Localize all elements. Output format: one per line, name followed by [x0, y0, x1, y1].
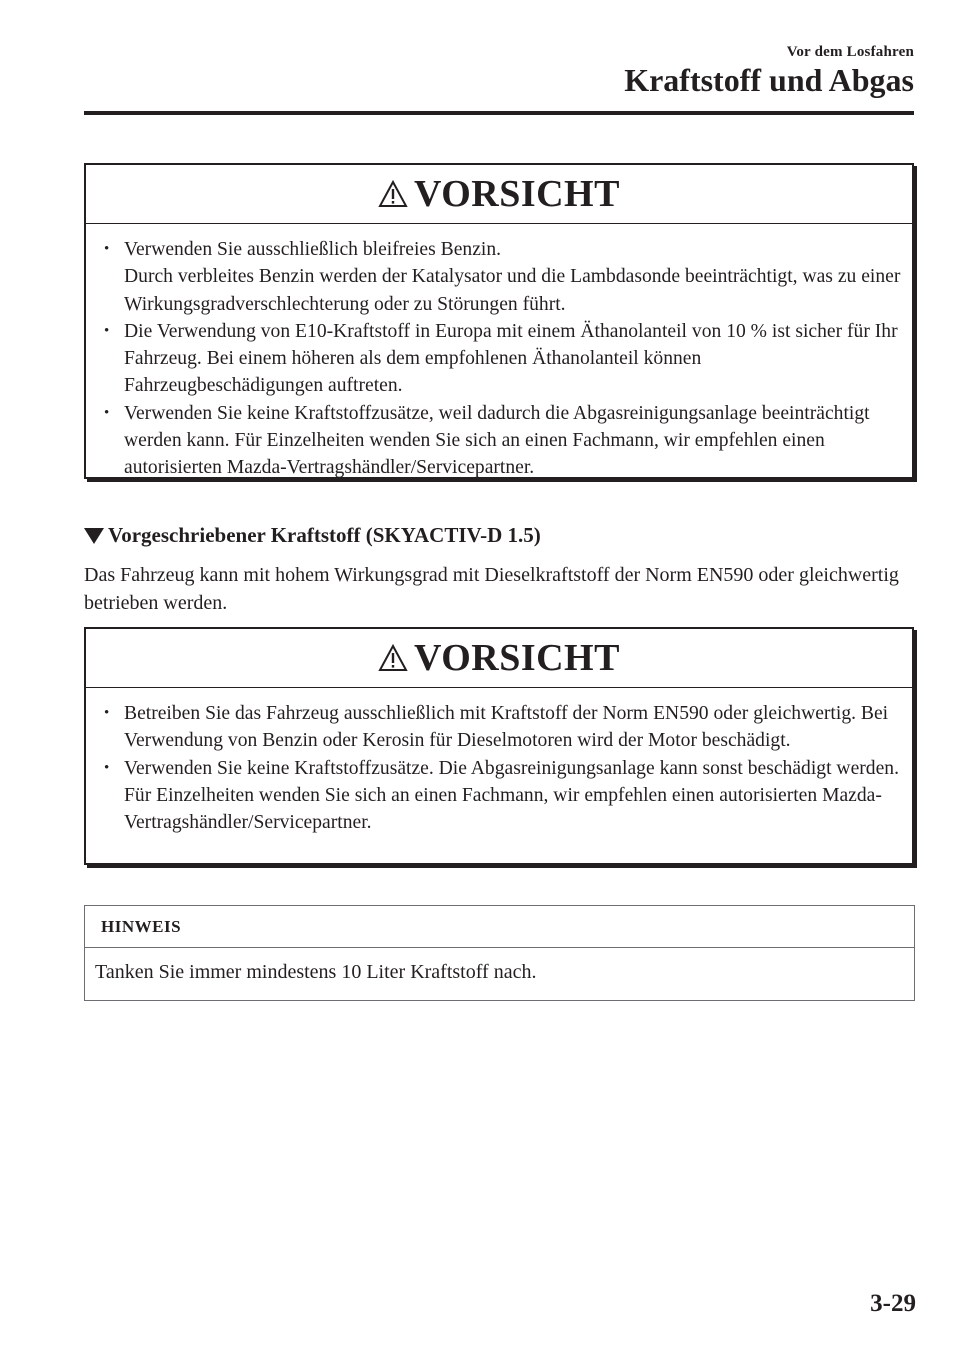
list-item [100, 318, 904, 400]
caution-item-text: Verwenden Sie ausschließlich bleifreies Benzin. Durch verbleites Benzin werden der Katalysator und die Lambdasonde beeinträchtigt, was zu einer Wirkungsgradverschlechterung oder zu Störungen führt. [124, 239, 901, 315]
list-item [100, 400, 904, 482]
caution-list [86, 688, 912, 848]
caution-title: VORSICHT [414, 637, 620, 679]
caution-item-text: Betreiben Sie das Fahrzeug ausschließlich mit Kraftstoff der Norm EN590 oder gleichwertig. Bei Verwendung von Benzin oder Kerosin für Dieselmotoren wird der Motor beschädigt. [124, 703, 889, 752]
list-item [100, 236, 904, 318]
warning-triangle-icon [378, 180, 408, 208]
section-label: Vor dem Losfahren [786, 44, 914, 60]
caution-header [86, 629, 912, 688]
caution-box-1 [84, 163, 914, 479]
note-title: HINWEIS [85, 906, 914, 948]
list-item [100, 755, 904, 837]
bullet-icon: • [104, 759, 110, 776]
section-heading [84, 523, 541, 548]
caution-item-text: Verwenden Sie keine Kraftstoffzusätze, weil dadurch die Abgasreinigungsanlage beeinträchtigt werden kann. Für Einzelheiten wenden Sie sich an einen Fachmann, wir empfehlen einen autorisierten Mazda-Vertragshändler/Servicepartner. [124, 402, 870, 479]
page-title: Kraftstoff und Abgas [624, 62, 914, 98]
down-triangle-icon [84, 528, 104, 544]
bullet-icon: • [104, 705, 110, 721]
caution-list [86, 224, 912, 494]
page-number: 3-29 [870, 1290, 916, 1317]
caution-item-text: Die Verwendung von E10-Kraftstoff in Europa mit einem Äthanolanteil von 10 % ist sicher für Ihr Fahrzeug. Bei einem höheren als dem empfohlenen Äthanolanteil können Fahrzeugbeschädigungen auftreten. [124, 320, 898, 397]
warning-triangle-icon [378, 644, 408, 672]
caution-item-text: Verwenden Sie keine Kraftstoffzusätze. Die Abgasreinigungsanlage kann sonst beschädigt werden. Für Einzelheiten wenden Sie sich an einen Fachmann, wir empfehlen einen autorisierten Mazda-Vertragshändler/Servicepartner. [124, 757, 899, 834]
note-box [84, 905, 915, 1001]
bullet-icon: • [104, 404, 110, 421]
note-text: Tanken Sie immer mindestens 10 Liter Kraftstoff nach. [95, 961, 537, 983]
header-divider [84, 111, 914, 115]
caution-title: VORSICHT [414, 173, 620, 215]
section-paragraph: Das Fahrzeug kann mit hohem Wirkungsgrad mit Dieselkraftstoff der Norm EN590 oder gleichwertig betrieben werden. [84, 564, 899, 614]
bullet-icon: • [104, 241, 110, 257]
bullet-icon: • [104, 322, 110, 339]
section-heading-text: Vorgeschriebener Kraftstoff (SKYACTIV-D 1.5) [108, 523, 541, 547]
caution-header [86, 165, 912, 224]
caution-box-2 [84, 627, 914, 865]
list-item [100, 700, 904, 755]
